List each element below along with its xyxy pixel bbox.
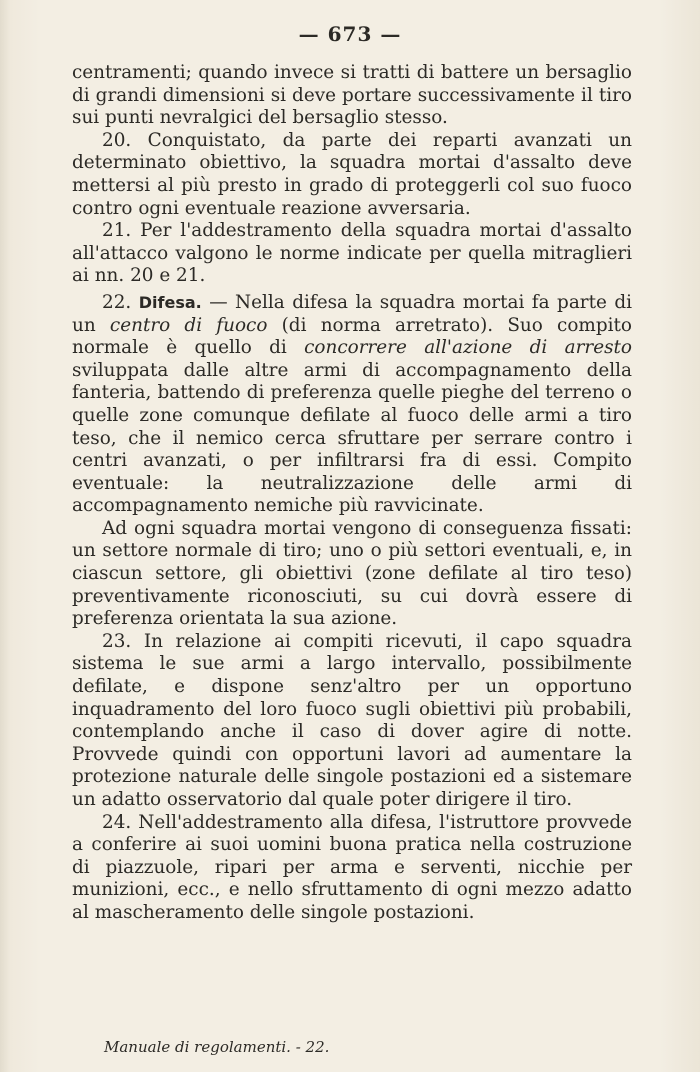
paragraph-21: 21. Per l'addestramento della squadra mortai d'assalto all'attacco valgono le norme indicate per quella mitraglieri ai nn. 20 e 21. [72,220,632,287]
paragraph-22-number: 22. [102,291,132,313]
paragraph-22-italic-2: concorrere all'azione di arresto [304,337,632,359]
paragraph-22 [72,292,632,518]
paragraph-22-italic-1: centro di fuoco [109,314,268,336]
paragraph-22-text-a: — Nella difesa la squadra mortai fa parte di un [72,291,632,336]
page-number: — 673 — [298,22,402,46]
paragraph-20: 20. Conquistato, da parte dei reparti avanzati un determinato obiettivo, la squadra mortai d'assalto deve mettersi al più presto in grado di proteggerli col suo fuoco contro ogni eventuale reazione avversaria. [72,129,632,219]
paragraph-continuation: centramenti; quando invece si tratti di battere un bersaglio di grandi dimensioni si deve portare successivamente il tiro sui punti nevralgici del bersaglio stesso. [72,62,632,129]
paragraph-23: 23. In relazione ai compiti ricevuti, il capo squadra sistema le sue armi a largo intervallo, possibilmente defilate, e dispone senz'altro per un opportuno inquadramento del loro fuoco sugli obiettivi più probabili, contemplando anche il caso di dover agire di notte. Provvede quindi con opportuni lavori ad aumentare la protezione naturale delle singole postazioni ed a sistemare un adatto osservatorio dal quale poter dirigere il tiro. [72,630,632,810]
section-heading-difesa: Difesa. [138,292,202,312]
paragraph-22-text-b: (di norma arretrato). Suo compito normale è quello di [72,314,632,359]
paragraph-24: 24. Nell'addestramento alla difesa, l'istruttore provvede a conferire ai suoi uomini buona pratica nella costruzione di piazzuole, ripari per arma e serventi, nicchie per munizioni, ecc., e nello sfruttamento di ogni mezzo adatto al mascheramento delle singole postazioni. [72,811,632,923]
paragraph-sectors: Ad ogni squadra mortai vengono di conseguenza fissati: un settore normale di tiro; uno o più settori eventuali, e, in ciascun settore, gli obiettivi (zone defilate al tiro teso) preventivamente riconosciuti, su cui dovrà essere di preferenza orientata la sua azione. [72,517,632,630]
body-text [72,62,632,925]
paragraph-22-text-c: sviluppata dalle altre armi di accompagnamento della fanteria, battendo di preferenza quelle pieghe del terreno o quelle zone comunque defilate al fuoco delle armi a tiro teso, che il nemico cerca sfruttare per serrare contro i centri avanzati, o per infiltrarsi fra di essi. Compito eventuale: la neutralizzazione delle armi di accompagnamento nemiche più ravvicinate. [72,359,632,517]
footer-signature: Manuale di regolamenti. - 22. [104,1038,330,1056]
